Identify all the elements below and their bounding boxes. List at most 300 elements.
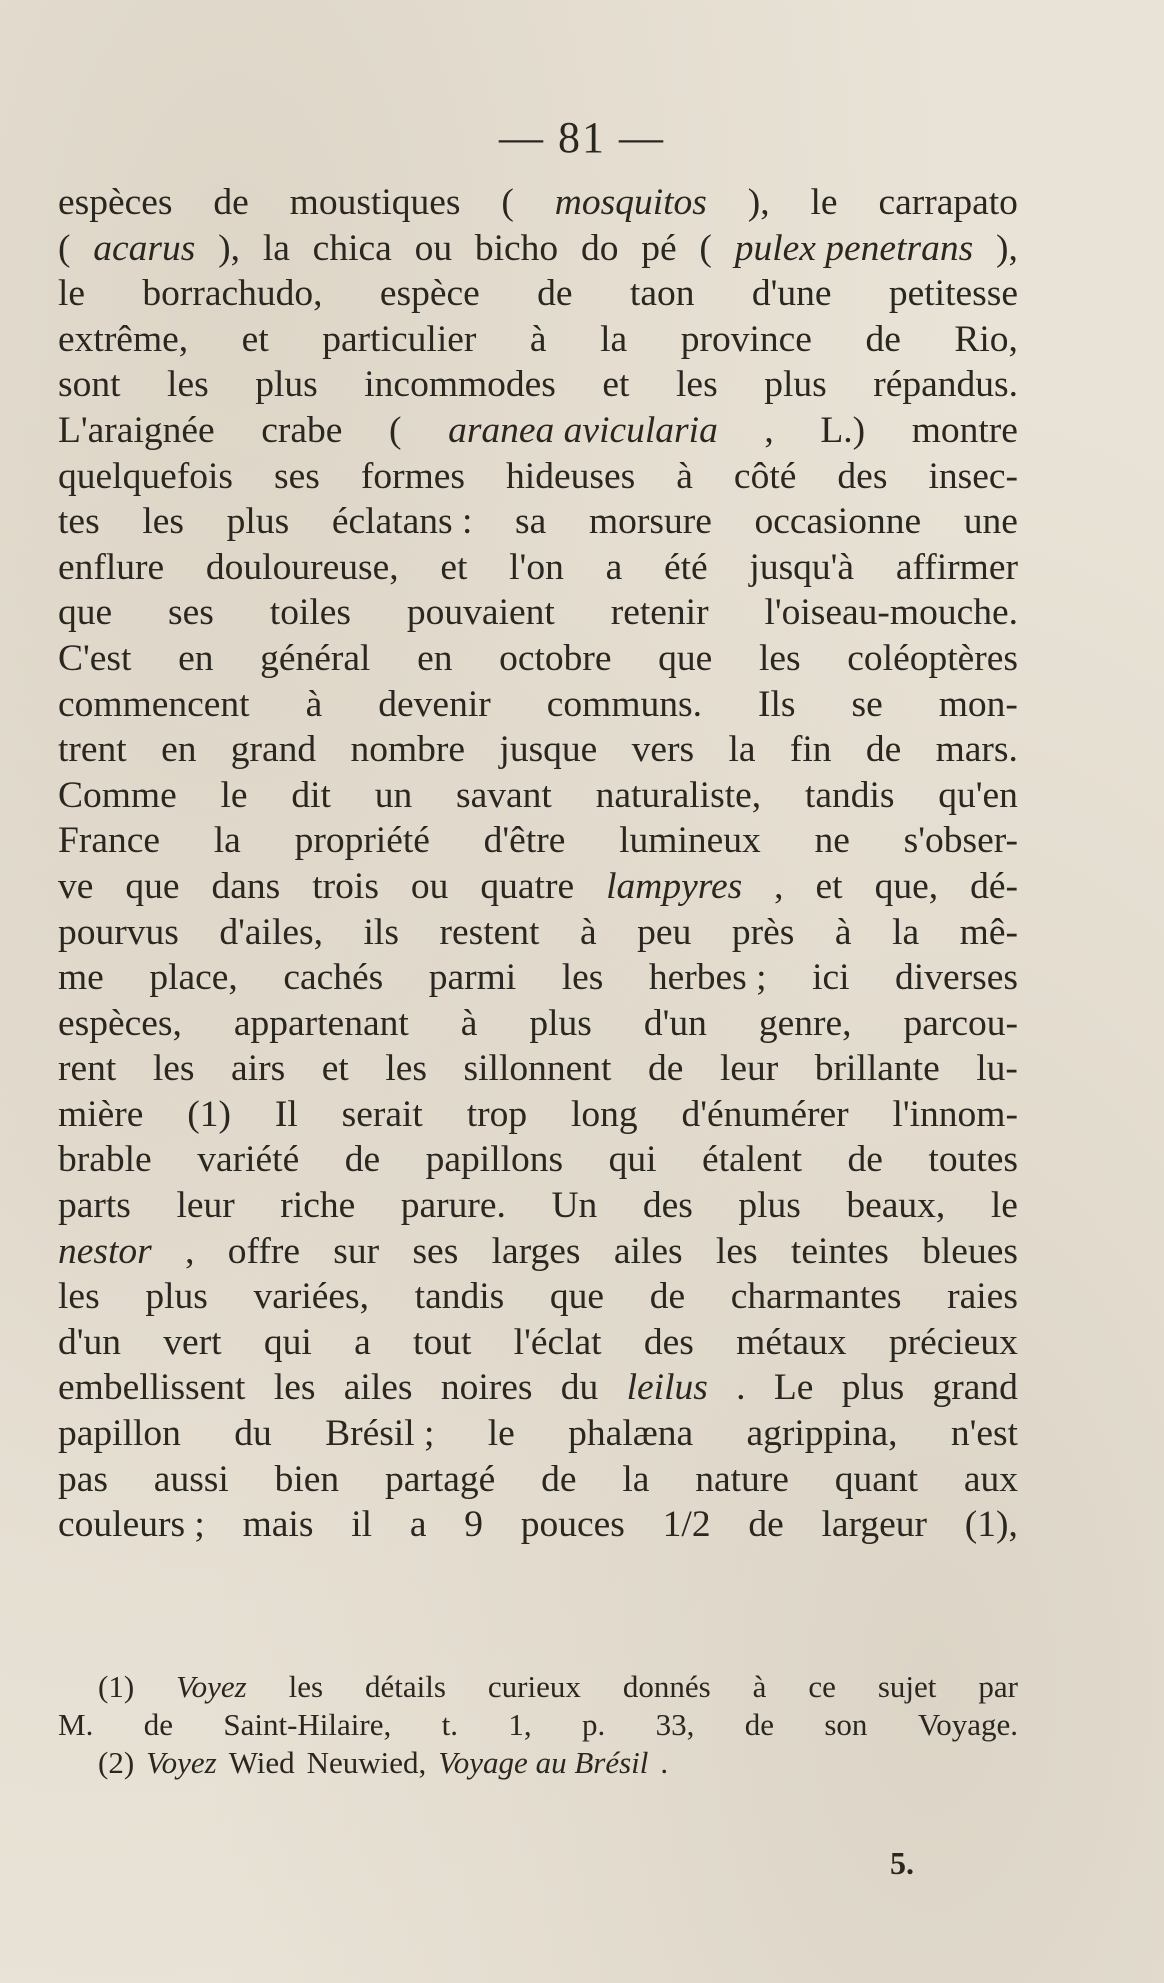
word: larges [491, 1230, 581, 1272]
word: Brésil ; [325, 1413, 435, 1455]
word: les [758, 637, 801, 679]
footnote-word: M. [58, 1707, 94, 1742]
word: teintes [790, 1230, 889, 1272]
word: plus [226, 501, 290, 543]
word: l'innom- [892, 1093, 1018, 1135]
word: précieux [888, 1321, 1018, 1363]
text-line [58, 1046, 1018, 1092]
word: a [354, 1321, 371, 1363]
word: phalæna [568, 1413, 694, 1455]
word: de [865, 318, 901, 360]
word: lu- [976, 1048, 1018, 1090]
word: borrachudo, [142, 273, 323, 315]
word: acarus [93, 227, 196, 269]
word: nature [695, 1458, 789, 1500]
word: province [680, 318, 812, 360]
word: restent [439, 911, 540, 953]
footnote-word: de [143, 1707, 173, 1742]
word: du [560, 1367, 599, 1409]
footnote-word: curieux [487, 1669, 581, 1704]
word: parmi [428, 957, 517, 999]
word: moustiques [289, 182, 461, 223]
word: d'être [483, 820, 566, 862]
text-line [58, 271, 1018, 317]
word: les [715, 1230, 758, 1272]
word: d'un [58, 1321, 122, 1363]
word: n'est [950, 1413, 1018, 1455]
word: le [220, 774, 248, 816]
word: morsure [588, 501, 712, 543]
word: variées, [253, 1276, 370, 1318]
word: la [728, 729, 756, 771]
word: Un [551, 1185, 598, 1227]
text-line [58, 1502, 1018, 1548]
word: agrippina, [746, 1413, 898, 1455]
word: répandus. [873, 364, 1018, 406]
word: petitesse [888, 273, 1018, 315]
footnote-word: Neuwied, [306, 1745, 427, 1780]
word: d'ailes, [219, 911, 323, 953]
word: (1) [187, 1093, 231, 1135]
word: grand [932, 1367, 1018, 1409]
word: ses [168, 592, 214, 634]
word: et [602, 364, 630, 406]
word: devenir [378, 683, 491, 725]
word: jusqu'à [749, 546, 855, 588]
word: été [663, 546, 708, 588]
word: de [537, 273, 573, 315]
word: lumineux [619, 820, 761, 862]
text-line [58, 408, 1018, 454]
footnote-word: 1, [508, 1707, 532, 1742]
text-line [58, 1229, 1018, 1275]
word: L'araignée [58, 409, 215, 451]
word: dé- [970, 865, 1018, 907]
word: affirmer [895, 546, 1018, 588]
footnote-word: donnés [622, 1669, 711, 1704]
word: qui [608, 1139, 657, 1181]
text-line [58, 955, 1018, 1001]
word: enflure [58, 546, 165, 588]
word: offre [227, 1230, 300, 1272]
word: do [580, 227, 619, 269]
word: beaux, [846, 1185, 946, 1227]
word: des [837, 455, 888, 497]
word: Comme [58, 774, 177, 816]
word: trop [466, 1093, 528, 1135]
word: mosquitos [554, 182, 707, 223]
word: savant [455, 774, 552, 816]
word: éclatans : [331, 501, 473, 543]
word: sa [515, 501, 547, 543]
word: (1), [964, 1504, 1018, 1546]
word: l'éclat [513, 1321, 602, 1363]
word: il [351, 1504, 373, 1546]
footnote-word: ce [808, 1669, 836, 1704]
word: d'une [751, 273, 832, 315]
footnote-word: Saint-Hilaire, [223, 1707, 392, 1742]
word: embellissent [58, 1367, 246, 1409]
word: bleues [922, 1230, 1018, 1272]
word: de [649, 1276, 686, 1318]
word: appartenant [233, 1002, 409, 1044]
word: se [851, 683, 883, 725]
text-line [58, 1001, 1018, 1047]
word: de [344, 1139, 381, 1181]
word: L.) [820, 409, 866, 451]
word: la [600, 318, 628, 360]
word: de [541, 1458, 577, 1500]
word: et [321, 1048, 349, 1090]
word: les [273, 1367, 316, 1409]
word: pulex penetrans [734, 227, 974, 269]
word: brillante [814, 1048, 940, 1090]
word: toiles [269, 592, 352, 634]
word: et [440, 546, 468, 588]
word: montre [911, 409, 1018, 451]
word: leur [176, 1185, 235, 1227]
word: ou [410, 865, 449, 907]
word: octobre [499, 637, 612, 679]
word: en [161, 729, 197, 771]
word: les [676, 364, 718, 406]
word: espèces [58, 182, 173, 223]
word: bicho [474, 227, 559, 269]
word: de [213, 182, 249, 223]
word: extrême, [58, 318, 189, 360]
word: ve [58, 865, 94, 907]
word: qu'en [938, 774, 1018, 816]
word: les [167, 364, 209, 406]
word: pourvus [58, 911, 179, 953]
text-line [58, 499, 1018, 545]
body-text [58, 180, 1018, 1548]
word: tandis [804, 774, 895, 816]
footnote-word: 33, [655, 1707, 695, 1742]
word: coléoptères [847, 637, 1018, 679]
word: toutes [928, 1139, 1018, 1181]
word: pouces [520, 1504, 625, 1546]
word: vert [163, 1321, 222, 1363]
word: l'oiseau-mouche. [764, 592, 1018, 634]
text-line [58, 362, 1018, 408]
word: mon- [938, 683, 1018, 725]
word: cachés [283, 957, 384, 999]
signature-mark: 5. [890, 1845, 914, 1881]
word: tout [413, 1321, 472, 1363]
word: riche [280, 1185, 356, 1227]
word: papillon [58, 1413, 181, 1455]
word: que [58, 592, 113, 634]
word: douloureuse, [205, 546, 399, 588]
word: variété [197, 1139, 300, 1181]
word: ( [699, 227, 712, 269]
word: quelquefois [58, 455, 233, 497]
text-line [58, 1183, 1018, 1229]
word: dit [291, 774, 331, 816]
word: parure. [400, 1185, 506, 1227]
word: la [622, 1458, 650, 1500]
word: propriété [294, 820, 430, 862]
word: naturaliste, [595, 774, 762, 816]
word: aux [963, 1458, 1018, 1500]
footnotes [58, 1668, 1018, 1782]
word: en [417, 637, 453, 679]
word: espèce [379, 273, 480, 315]
word: ), [218, 227, 241, 269]
word: rent [58, 1048, 117, 1090]
footnote-word: sujet [877, 1669, 937, 1704]
word: charmantes [730, 1276, 902, 1318]
word: Ils [757, 683, 796, 725]
word: aranea avicularia [448, 409, 718, 451]
word: , [764, 409, 774, 451]
word: de [847, 1139, 883, 1181]
word: Rio, [954, 318, 1018, 360]
word: à [305, 683, 323, 725]
word: taon [629, 273, 695, 315]
word: serait [341, 1093, 423, 1135]
word: le [990, 1185, 1018, 1227]
footnote-word: par [978, 1669, 1018, 1704]
word: a [605, 546, 623, 588]
word: plus [764, 364, 827, 406]
word: dans [211, 865, 281, 907]
word: ou [414, 227, 453, 269]
word: ses [412, 1230, 459, 1272]
footnote-word: les [288, 1669, 324, 1704]
word: hideuses [506, 455, 636, 497]
word: nestor [58, 1230, 152, 1272]
word: plus [529, 1002, 592, 1044]
word: carrapato [878, 182, 1018, 223]
word: les [385, 1048, 428, 1090]
text-line [58, 1137, 1018, 1183]
word: bien [274, 1458, 340, 1500]
word: , [185, 1230, 195, 1272]
word: aussi [153, 1458, 229, 1500]
footnote-word: (1) [98, 1669, 135, 1704]
text-line [58, 864, 1018, 910]
word: a [409, 1504, 427, 1546]
footnote-word: Voyage au Brésil [438, 1745, 649, 1780]
word: , [774, 865, 784, 907]
word: espèces, [58, 1002, 182, 1044]
word: ( [58, 227, 71, 269]
text-line [58, 1320, 1018, 1366]
word: à [460, 1002, 478, 1044]
word: formes [360, 455, 466, 497]
word: qui [263, 1321, 312, 1363]
word: plus [738, 1185, 801, 1227]
text-line [58, 1365, 1018, 1411]
word: particulier [322, 318, 477, 360]
word: ailes [613, 1230, 683, 1272]
word: leilus [626, 1367, 708, 1409]
footnote-word: t. [441, 1707, 458, 1742]
word: . [736, 1367, 746, 1409]
word: pé [641, 227, 677, 269]
word: les [142, 501, 184, 543]
word: les [58, 1276, 100, 1318]
word: ailes [343, 1367, 413, 1409]
word: la [262, 227, 290, 269]
word: grand [230, 729, 317, 771]
word: ), [747, 182, 770, 223]
footnote-word: p. [581, 1707, 606, 1742]
word: que [125, 865, 180, 907]
word: que [549, 1276, 605, 1318]
word: genre, [758, 1002, 852, 1044]
word: herbes ; [648, 957, 767, 999]
footnote-word: Voyez [176, 1669, 247, 1704]
word: métaux [736, 1321, 847, 1363]
word: de [648, 1048, 684, 1090]
word: jusque [499, 729, 598, 771]
text-line [58, 1274, 1018, 1320]
word: et [815, 865, 843, 907]
word: les [561, 957, 604, 999]
word: commencent [58, 683, 250, 725]
word: sur [333, 1230, 380, 1272]
word: diverses [895, 957, 1018, 999]
text-line [58, 818, 1018, 864]
word: à [676, 455, 693, 497]
word: les [152, 1048, 195, 1090]
word: France [58, 820, 161, 862]
text-line [58, 226, 1018, 272]
word: Il [274, 1093, 298, 1135]
text-line [58, 317, 1018, 363]
word: peu [637, 911, 692, 953]
footnote-word: Voyage. [917, 1707, 1018, 1742]
word: noires [440, 1367, 533, 1409]
word: ( [388, 409, 402, 451]
word: parts [58, 1185, 131, 1227]
word: lampyres [606, 865, 743, 907]
text-line [58, 1457, 1018, 1503]
footnote-word: détails [365, 1669, 446, 1704]
word: près [731, 911, 795, 953]
word: quant [834, 1458, 919, 1500]
word: des [642, 1185, 693, 1227]
word: sillonnent [463, 1048, 612, 1090]
footnote-word: Wied [228, 1745, 295, 1780]
word: côté [733, 455, 797, 497]
word: fin [789, 729, 832, 771]
word: l'on [509, 546, 564, 588]
word: pas [58, 1458, 108, 1500]
word: mê- [959, 911, 1018, 953]
word: incommodes [364, 364, 556, 406]
word: s'obser- [903, 820, 1018, 862]
word: C'est [58, 637, 132, 679]
word: mars. [935, 729, 1018, 771]
word: communs. [546, 683, 702, 725]
word: en [178, 637, 214, 679]
word: place, [149, 957, 238, 999]
word: trent [58, 729, 127, 771]
word: ses [274, 455, 320, 497]
word: à [529, 318, 547, 360]
word: la [892, 911, 920, 953]
word: plus [145, 1276, 208, 1318]
word: de [748, 1504, 784, 1546]
word: raies [947, 1276, 1018, 1318]
word: airs [231, 1048, 286, 1090]
word: partagé [384, 1458, 496, 1500]
word: ne [814, 820, 850, 862]
word: à [834, 911, 852, 953]
word: la [213, 820, 241, 862]
word: et [241, 318, 269, 360]
text-line [58, 910, 1018, 956]
word: de [865, 729, 902, 771]
word: d'un [643, 1002, 707, 1044]
word: leur [719, 1048, 779, 1090]
word: papillons [425, 1139, 564, 1181]
word: des [643, 1321, 694, 1363]
footnote-line [58, 1706, 1018, 1744]
word: plus [255, 364, 318, 406]
text-line [58, 1092, 1018, 1138]
word: à [579, 911, 597, 953]
footnote-word: . [660, 1745, 669, 1780]
word: ), [995, 227, 1018, 269]
word: trois [312, 865, 379, 907]
word: le [810, 182, 838, 223]
word: me [58, 957, 104, 999]
word: 9 [464, 1504, 483, 1546]
word: crabe [261, 409, 343, 451]
word: pouvaient [406, 592, 555, 634]
word: chica [312, 227, 392, 269]
page-number: — 81 — [499, 113, 665, 162]
text-line [58, 590, 1018, 636]
word: retenir [610, 592, 709, 634]
word: tandis [414, 1276, 505, 1318]
footnote-line [58, 1744, 1018, 1782]
text-line [58, 454, 1018, 500]
footnote-word: son [824, 1707, 868, 1742]
word: ils [363, 911, 399, 953]
word: tes [58, 501, 100, 543]
word: ( [501, 182, 514, 223]
word: du [234, 1413, 272, 1455]
text-line [58, 682, 1018, 728]
word: insec- [928, 455, 1018, 497]
text-line [58, 1411, 1018, 1457]
word: un [374, 774, 413, 816]
word: mais [242, 1504, 314, 1546]
word: étalent [702, 1139, 802, 1181]
word: nombre [350, 729, 466, 771]
word: que, [874, 865, 939, 907]
word: mière [58, 1093, 144, 1135]
word: vers [631, 729, 695, 771]
word: long [570, 1093, 638, 1135]
word: d'énumérer [681, 1093, 849, 1135]
footnote-line [58, 1668, 1018, 1706]
text-line [58, 636, 1018, 682]
word: 1/2 [662, 1504, 711, 1546]
footnote-word: (2) [98, 1745, 135, 1780]
word: général [260, 637, 371, 679]
word: sont [58, 364, 121, 406]
footnote-word: de [744, 1707, 774, 1742]
word: parcou- [903, 1002, 1018, 1044]
word: largeur [821, 1504, 928, 1546]
